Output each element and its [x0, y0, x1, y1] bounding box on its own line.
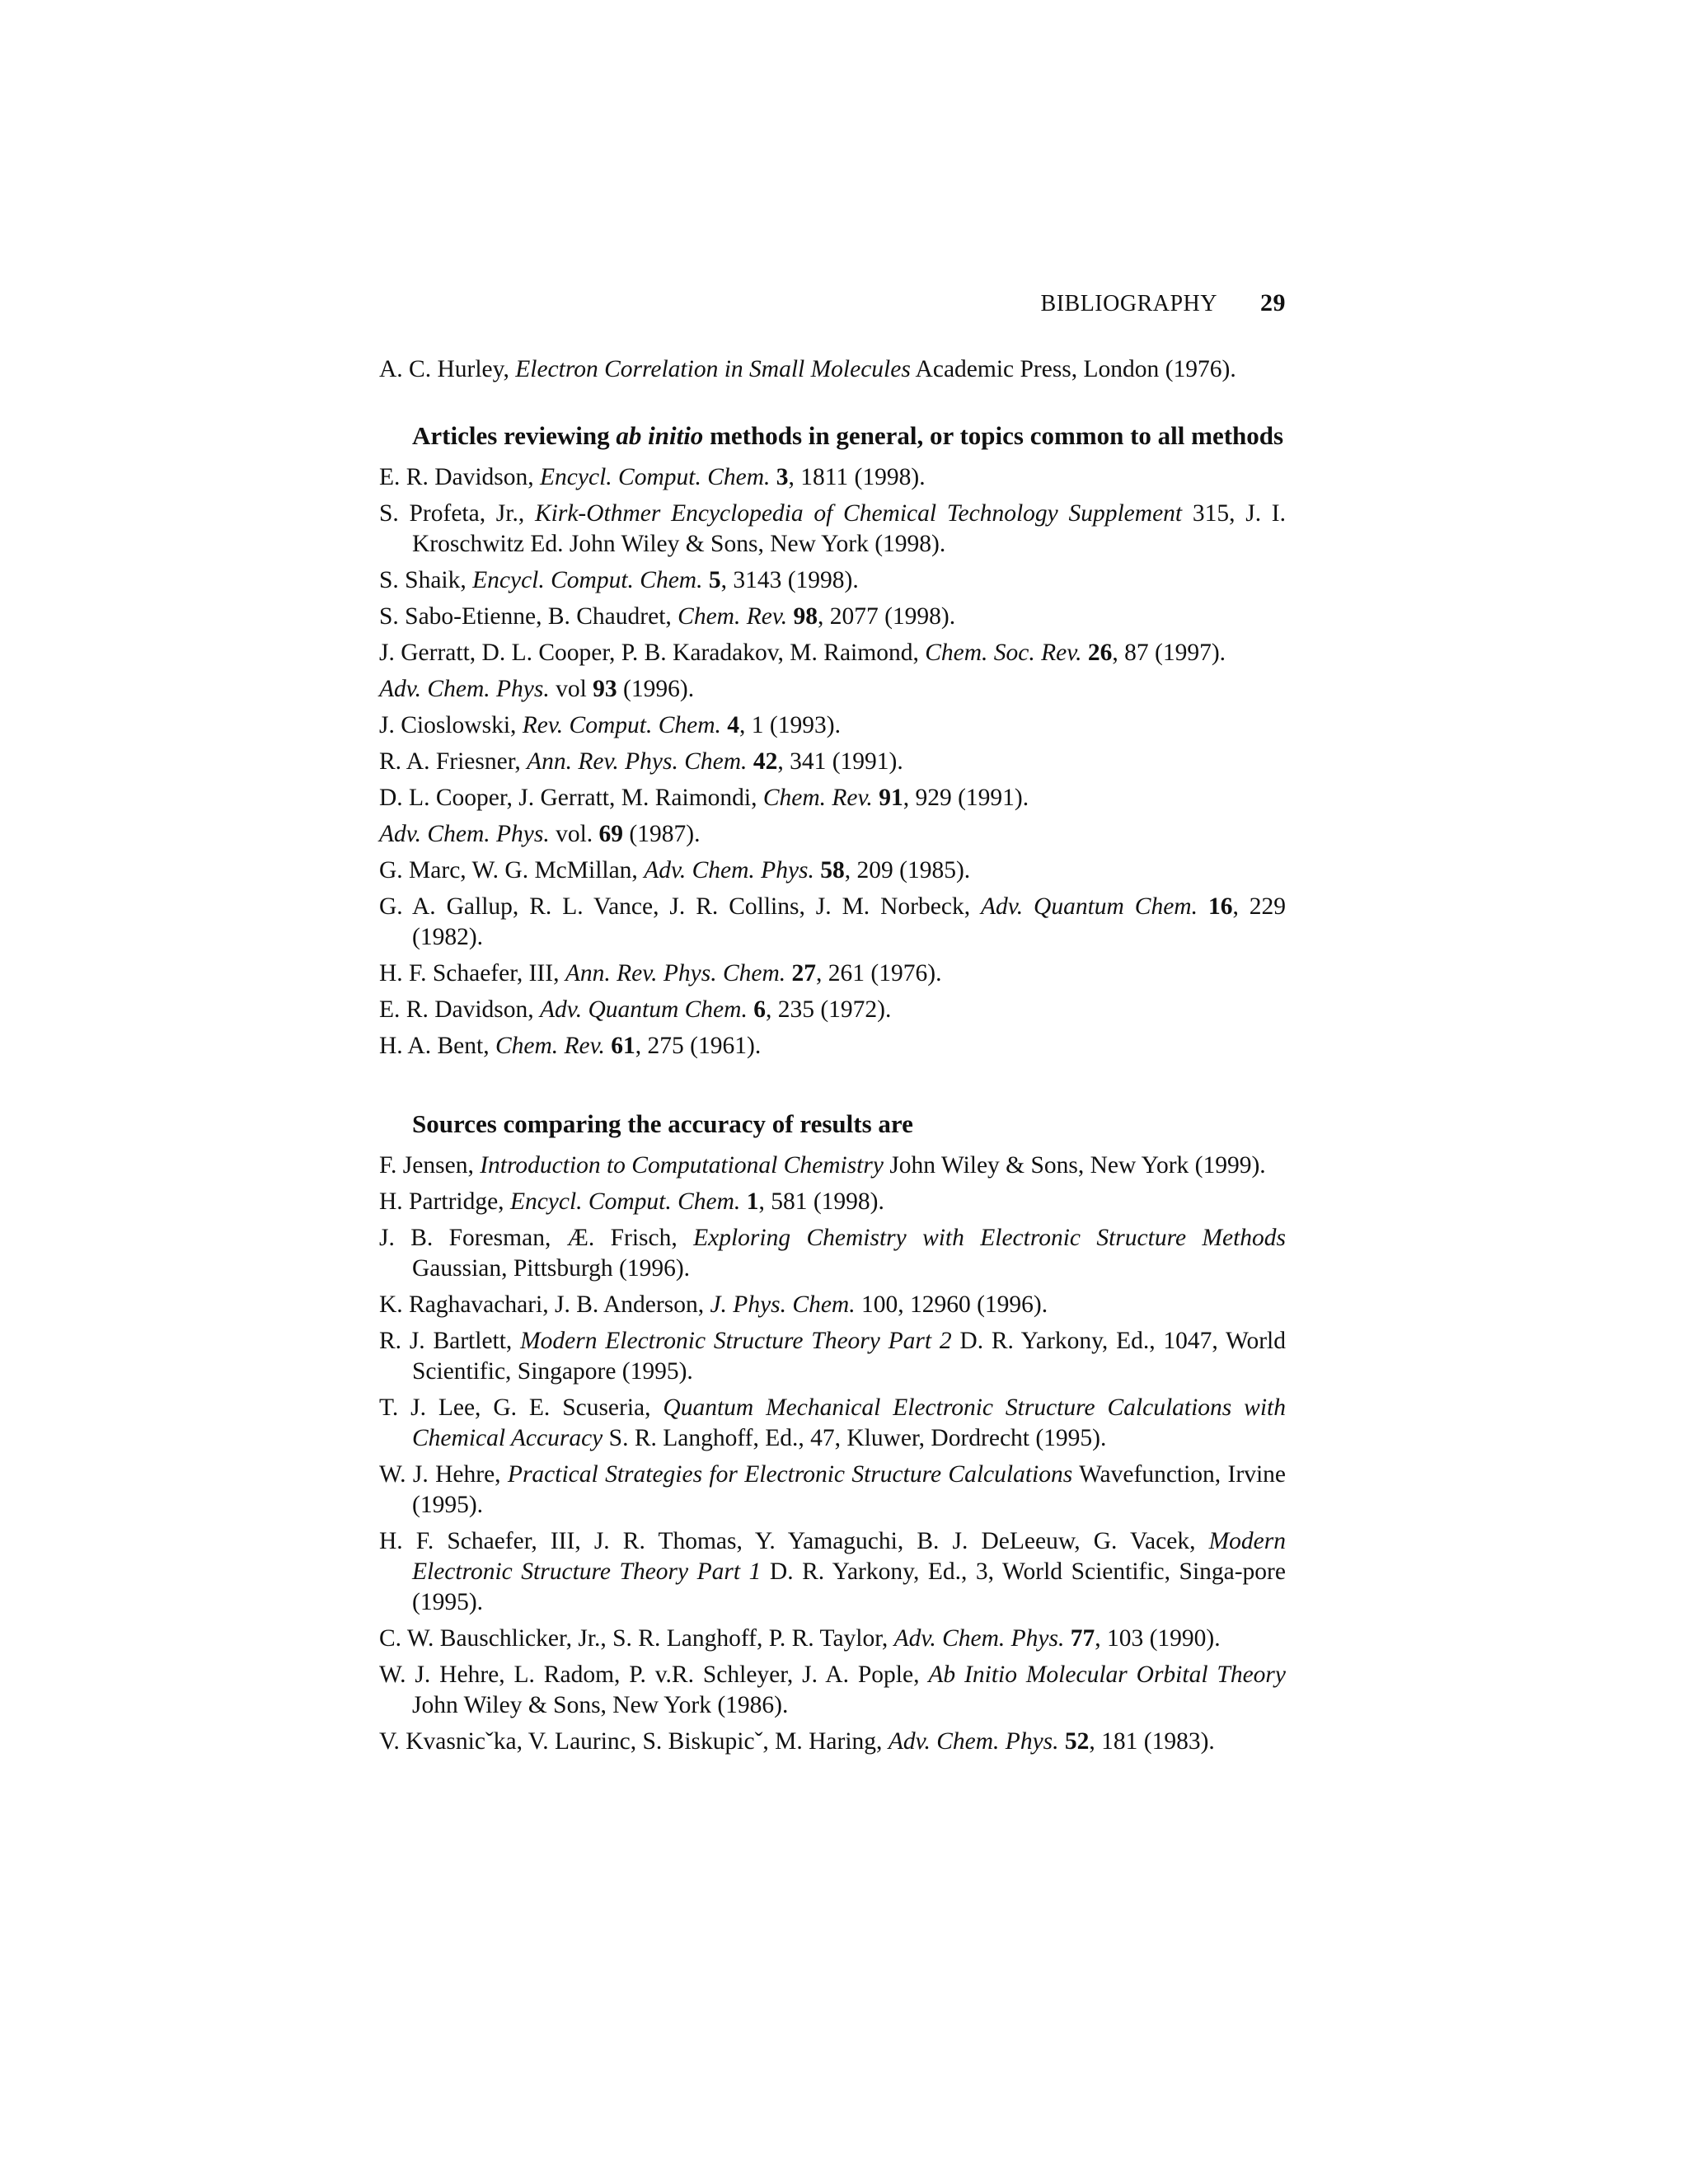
- text-run: [785, 960, 791, 987]
- running-header: [379, 288, 1286, 319]
- reference-entry: [379, 1290, 1286, 1320]
- volume-number: 58: [820, 857, 845, 883]
- text-run: J. B. Foresman, Æ. Frisch,: [379, 1225, 694, 1251]
- reference-entry: [379, 354, 1286, 385]
- reference-list: [379, 1151, 1286, 1757]
- text-run: , 209 (1985).: [844, 857, 971, 883]
- text-run: , 181 (1983).: [1089, 1728, 1215, 1755]
- text-run: H. A. Bent,: [379, 1033, 495, 1059]
- text-run: , 261 (1976).: [816, 960, 942, 987]
- text-run: D. L. Cooper, J. Gerratt, M. Raimondi,: [379, 785, 763, 811]
- text-run: [740, 1188, 746, 1215]
- italic-text: Adv. Chem. Phys.: [888, 1728, 1059, 1755]
- text-run: G. A. Gallup, R. L. Vance, J. R. Collins, J. M. Norbeck,: [379, 893, 982, 920]
- text-run: J. Cioslowski,: [379, 712, 523, 738]
- section-heading: [379, 1108, 1286, 1141]
- italic-text: J. Phys. Chem.: [710, 1291, 856, 1318]
- italic-text: Encycl. Comput. Chem.: [509, 1188, 741, 1215]
- reference-entry: [379, 1727, 1286, 1757]
- text-run: vol.: [549, 821, 599, 847]
- italic-text: Rev. Comput. Chem.: [522, 712, 721, 738]
- text-run: , 2077 (1998).: [817, 603, 956, 630]
- text-run: , 87 (1997).: [1112, 640, 1226, 666]
- text-run: John Wiley & Sons, New York (1986).: [412, 1692, 789, 1718]
- italic-text: Chem. Rev.: [762, 785, 873, 811]
- text-run: F. Jensen,: [379, 1152, 481, 1179]
- text-run: E. R. Davidson,: [379, 464, 541, 490]
- italic-text: Adv. Quantum Chem.: [540, 996, 748, 1023]
- text-run: 100, 12960 (1996).: [855, 1291, 1048, 1318]
- italic-text: Introduction to Computational Chemistry: [480, 1152, 884, 1179]
- reference-list: [379, 462, 1286, 1062]
- italic-text: Ann. Rev. Phys. Chem.: [527, 748, 748, 775]
- text-run: S. Sabo-Etienne, B. Chaudret,: [379, 603, 678, 630]
- italic-text: Ann. Rev. Phys. Chem.: [565, 960, 786, 987]
- text-run: 315, J. I. Kroschwitz Ed. John Wiley & Sons, New York (1998).: [412, 500, 1286, 557]
- text-run: (1996).: [617, 676, 695, 702]
- reference-entry: [379, 499, 1286, 560]
- bibliography-section: [379, 419, 1286, 1062]
- volume-number: 52: [1064, 1728, 1090, 1755]
- text-run: , 3143 (1998).: [720, 567, 859, 593]
- text-run: , 341 (1991).: [777, 748, 903, 775]
- italic-text: Adv. Chem. Phys.: [379, 676, 550, 702]
- bibliography-section: [379, 1108, 1286, 1757]
- text-run: [702, 567, 708, 593]
- reference-entry: [379, 1526, 1286, 1618]
- reference-entry: [379, 1660, 1286, 1721]
- text-run: S. Shaik,: [379, 567, 473, 593]
- reference-entry: [379, 819, 1286, 850]
- italic-text: Modern Electronic Structure Theory Part 2: [520, 1328, 952, 1354]
- text-run: Gaussian, Pittsburgh (1996).: [412, 1255, 691, 1282]
- reference-entry: [379, 1151, 1286, 1181]
- reference-entry: [379, 1187, 1286, 1217]
- italic-text: Electron Correlation in Small Molecules: [515, 356, 911, 382]
- text-run: R. J. Bartlett,: [379, 1328, 521, 1354]
- italic-text: Chem. Rev.: [678, 603, 788, 630]
- text-run: D. R. Yarkony, Ed., 3, World Scientific, Singa-pore (1995).: [412, 1558, 1286, 1615]
- reference-entry: [379, 783, 1286, 813]
- volume-number: 98: [793, 603, 818, 630]
- italic-text: Quantum Mechanical Electronic Structure Calculations with Chemical Accuracy: [412, 1394, 1287, 1451]
- text-run: [1059, 1728, 1065, 1755]
- text-run: S. R. Langhoff, Ed., 47, Kluwer, Dordrecht (1995).: [603, 1425, 1107, 1451]
- reference-entry: [379, 1460, 1286, 1521]
- text-run: Wavefunction, Irvine (1995).: [412, 1461, 1286, 1518]
- text-run: H. Partridge,: [379, 1188, 510, 1215]
- text-run: , 1811 (1998).: [788, 464, 926, 490]
- reference-entry: [379, 995, 1286, 1025]
- italic-text: Encycl. Comput. Chem.: [472, 567, 703, 593]
- reference-entry: [379, 1326, 1286, 1387]
- text-run: R. A. Friesner,: [379, 748, 528, 775]
- reference-entry: [379, 892, 1286, 953]
- volume-number: 77: [1070, 1625, 1095, 1652]
- text-run: D. R. Yarkony, Ed., 1047, World Scientific, Singapore (1995).: [412, 1328, 1286, 1385]
- reference-entry: [379, 855, 1286, 886]
- reference-entry: [379, 462, 1286, 493]
- reference-entry: [379, 565, 1286, 596]
- bibliography-content: [379, 354, 1286, 1763]
- reference-entry: [379, 1393, 1286, 1454]
- text-run: Sources comparing the accuracy of results are: [412, 1109, 913, 1138]
- text-run: H. F. Schaefer, III, J. R. Thomas, Y. Yamaguchi, B. J. DeLeeuw, G. Vacek,: [379, 1528, 1209, 1554]
- italic-text: Practical Strategies for Electronic Structure Calculations: [507, 1461, 1073, 1488]
- reference-entry: [379, 747, 1286, 777]
- reference-entry: [379, 674, 1286, 705]
- text-run: A. C. Hurley,: [379, 356, 516, 382]
- text-run: (1987).: [623, 821, 701, 847]
- italic-text: Encycl. Comput. Chem.: [540, 464, 771, 490]
- italic-text: Chem. Rev.: [495, 1033, 605, 1059]
- volume-number: 4: [727, 712, 740, 738]
- volume-number: 5: [708, 567, 721, 593]
- reference-entry: [379, 958, 1286, 989]
- italic-text: Adv. Chem. Phys.: [893, 1625, 1065, 1652]
- text-run: [747, 748, 753, 775]
- text-run: C. W. Bauschlicker, Jr., S. R. Langhoff, P. R. Taylor,: [379, 1625, 894, 1652]
- text-run: [1198, 893, 1208, 920]
- volume-number: 61: [611, 1033, 635, 1059]
- text-run: [1064, 1625, 1070, 1652]
- reference-entry: [379, 602, 1286, 632]
- italic-text: Exploring Chemistry with Electronic Structure Methods: [693, 1225, 1286, 1251]
- text-run: methods in general, or topics common to all methods: [703, 421, 1284, 450]
- text-run: V. Kvasnicˇka, V. Laurinc, S. Biskupicˇ, M. Haring,: [379, 1728, 889, 1755]
- reference-entry: [379, 710, 1286, 741]
- text-run: [1082, 640, 1088, 666]
- volume-number: 6: [753, 996, 766, 1023]
- volume-number: 16: [1207, 893, 1233, 920]
- text-run: [770, 464, 776, 490]
- page-number: 29: [1260, 289, 1286, 316]
- text-run: S. Profeta, Jr.,: [379, 500, 535, 527]
- volume-number: 93: [593, 676, 617, 702]
- volume-number: 27: [791, 960, 817, 987]
- volume-number: 69: [598, 821, 624, 847]
- text-run: , 275 (1961).: [635, 1033, 762, 1059]
- italic-text: Chem. Soc. Rev.: [925, 640, 1082, 666]
- italic-text: Adv. Chem. Phys.: [644, 857, 814, 883]
- text-run: J. Gerratt, D. L. Cooper, P. B. Karadakov, M. Raimond,: [379, 640, 926, 666]
- text-run: , 581 (1998).: [758, 1188, 884, 1215]
- section-heading: [379, 419, 1286, 452]
- italic-text: Adv. Quantum Chem.: [981, 893, 1198, 920]
- text-run: Articles reviewing: [412, 421, 617, 450]
- volume-number: 42: [753, 748, 778, 775]
- text-run: H. F. Schaefer, III,: [379, 960, 565, 987]
- text-run: , 1 (1993).: [739, 712, 841, 738]
- reference-entry: [379, 638, 1286, 668]
- text-run: K. Raghavachari, J. B. Anderson,: [379, 1291, 710, 1318]
- italic-text: ab initio: [616, 421, 704, 450]
- text-run: , 229 (1982).: [412, 893, 1287, 950]
- text-run: E. R. Davidson,: [379, 996, 541, 1023]
- reference-entry: [379, 1624, 1286, 1654]
- volume-number: 1: [746, 1188, 759, 1215]
- italic-text: Ab Initio Molecular Orbital Theory: [928, 1661, 1286, 1688]
- text-run: vol: [549, 676, 593, 702]
- italic-text: Modern Electronic Structure Theory Part 1: [412, 1528, 1286, 1585]
- text-run: W. J. Hehre, L. Radom, P. v.R. Schleyer, J. A. Pople,: [379, 1661, 929, 1688]
- text-run: , 929 (1991).: [903, 785, 1029, 811]
- text-run: John Wiley & Sons, New York (1999).: [883, 1152, 1266, 1179]
- text-run: G. Marc, W. G. McMillan,: [379, 857, 645, 883]
- italic-text: Adv. Chem. Phys.: [379, 821, 550, 847]
- italic-text: Kirk-Othmer Encyclopedia of Chemical Technology Supplement: [534, 500, 1183, 527]
- volume-number: 26: [1087, 640, 1113, 666]
- text-run: , 235 (1972).: [765, 996, 892, 1023]
- text-run: , 103 (1990).: [1095, 1625, 1221, 1652]
- text-run: W. J. Hehre,: [379, 1461, 508, 1488]
- volume-number: 3: [776, 464, 789, 490]
- volume-number: 91: [879, 785, 903, 811]
- text-run: Academic Press, London (1976).: [910, 356, 1236, 382]
- text-run: T. J. Lee, G. E. Scuseria,: [379, 1394, 663, 1421]
- reference-entry: [379, 1223, 1286, 1284]
- reference-entry: [379, 1031, 1286, 1062]
- running-title: BIBLIOGRAPHY: [1040, 291, 1217, 316]
